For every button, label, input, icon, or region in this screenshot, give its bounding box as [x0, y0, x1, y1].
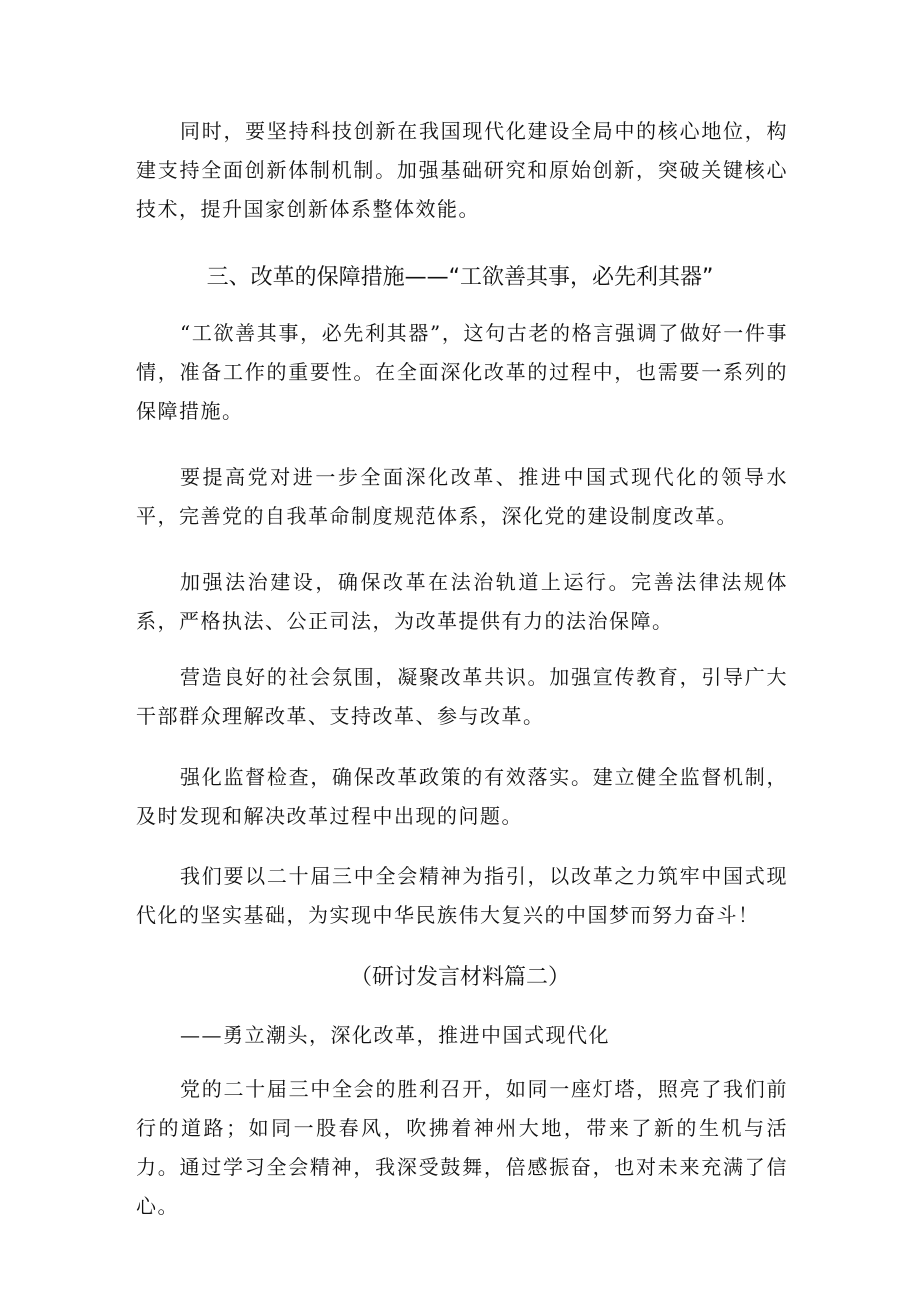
paragraph-party-leadership: 要提高党对进一步全面深化改革、推进中国式现代化的领导水平，完善党的自我革命制度规范体系，深化党的建设制度改革。	[136, 465, 788, 528]
paragraph-plenary-session: 党的二十届三中全会的胜利召开，如同一座灯塔，照亮了我们前行的道路；如同一股春风，吹拂着神州大地，带来了新的生机与活力。通过学习全会精神，我深受鼓舞，倍感振奋，也对未来充满了信心。	[136, 1077, 788, 1218]
article-two-heading: （研讨发言材料篇二）	[349, 965, 570, 990]
paragraph-innovation: 同时，要坚持科技创新在我国现代化建设全局中的核心地位，构建支持全面创新体制机制。加强基础研究和原始创新，突破关键核心技术，提升国家创新体系整体效能。	[136, 119, 788, 221]
paragraph-social-atmosphere: 营造良好的社会氛围，凝聚改革共识。加强宣传教育，引导广大干部群众理解改革、支持改革、参与改革。	[136, 665, 788, 728]
paragraph-conclusion: 我们要以二十届三中全会精神为指引，以改革之力筑牢中国式现代化的坚实基础，为实现中华民族伟大复兴的中国梦而努力奋斗！	[136, 864, 788, 927]
paragraph-rule-of-law: 加强法治建设，确保改革在法治轨道上运行。完善法律法规体系，严格执法、公正司法，为改革提供有力的法治保障。	[136, 570, 788, 633]
article-two-subtitle: ——勇立潮头，深化改革，推进中国式现代化	[180, 1023, 610, 1047]
paragraph-proverb: “工欲善其事，必先利其器”，这句古老的格言强调了做好一件事情，准备工作的重要性。在全面深化改革的过程中，也需要一系列的保障措施。	[136, 321, 788, 423]
section-heading-three: 三、改革的保障措施——“工欲善其事，必先利其器”	[206, 265, 714, 290]
paragraph-supervision: 强化监督检查，确保改革政策的有效落实。建立健全监督机制，及时发现和解决改革过程中出现的问题。	[136, 765, 788, 828]
